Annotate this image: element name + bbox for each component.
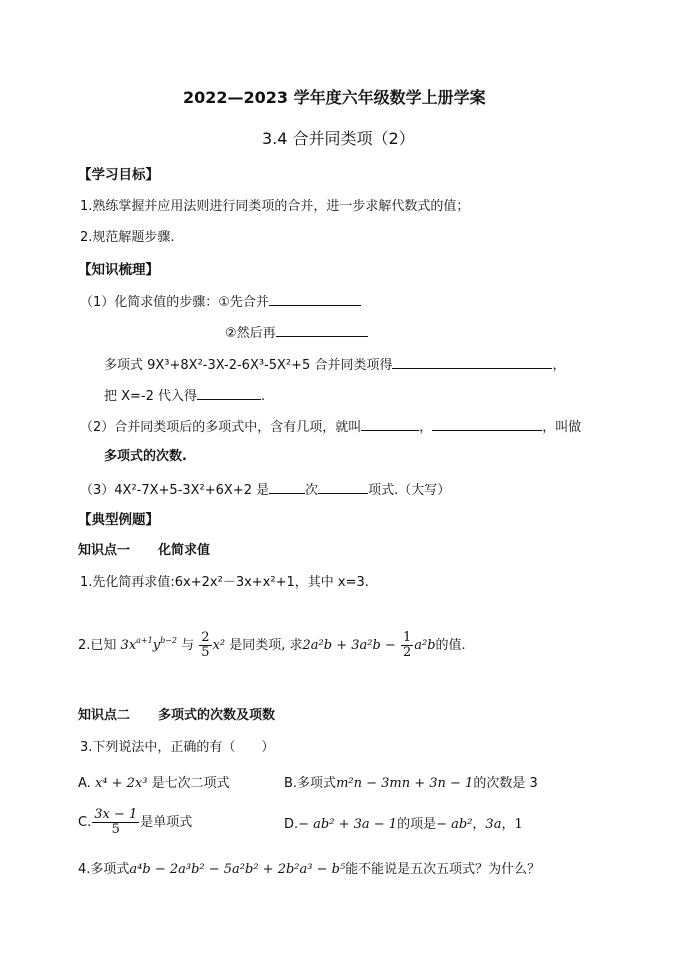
- punct-comma: ，: [419, 420, 433, 435]
- option-b: B.多项式m²n − 3mn + 3n − 1的次数是 3: [284, 776, 538, 791]
- page-subtitle: 3.4 合并同类项（2）: [262, 129, 415, 148]
- page-title: 2022—2023 学年度六年级数学上册学案: [183, 88, 486, 107]
- review-q1-line1: [80, 292, 361, 312]
- review-substitute-line: [104, 386, 265, 406]
- fraction: $\frac{3x - 1}{5}$: [94, 807, 138, 837]
- answer-blank[interactable]: [318, 480, 368, 494]
- review-q3-line: [80, 480, 450, 500]
- point-title: 化简求值: [158, 543, 211, 558]
- punct-comma: ，: [552, 358, 566, 373]
- section-heading-review: 【知识梳理】: [78, 262, 159, 278]
- review-q1-step2: ②然后再: [225, 326, 276, 341]
- review-q1-text: （1）化简求值的步骤：①先合并: [80, 295, 269, 310]
- math-term: a²b: [414, 638, 436, 653]
- punct-period: .: [261, 389, 266, 404]
- review-q3-end: 项式.（大写）: [368, 483, 451, 498]
- review-q2-end: ，叫做: [542, 420, 582, 435]
- answer-blank[interactable]: [269, 292, 361, 306]
- option-a: A. x⁴ + 2x³ 是七次二项式: [78, 776, 230, 791]
- answer-blank[interactable]: [276, 323, 368, 337]
- review-substitute-text: 把 X=-2 代入得: [104, 389, 198, 404]
- section-heading-examples: 【典型例题】: [78, 512, 159, 528]
- goal-item-1: 1.熟练掌握并应用法则进行同类项的合并，进一步求解代数式的值；: [80, 199, 470, 214]
- knowledge-point-2: [78, 707, 275, 725]
- answer-blank[interactable]: [269, 480, 305, 494]
- fraction: $\frac{1}{2}$: [402, 630, 412, 660]
- question-4: 4.多项式a⁴b − 2a³b² − 5a²b² + 2b²a³ − b⁵能不能说是五次五项式？为什么？: [78, 862, 541, 877]
- review-q3-text: （3）4X²-7X+5-3X²+6X+2 是: [80, 483, 270, 498]
- review-q1-line2: [225, 323, 368, 343]
- math-expression: m²n − 3mn + 3n − 1: [336, 776, 474, 791]
- answer-blank[interactable]: [432, 417, 542, 431]
- math-expression: x⁴ + 2x³: [94, 776, 148, 791]
- point-label: 知识点二: [78, 708, 131, 723]
- math-expression: a⁴b − 2a³b² − 5a²b² + 2b²a³ − b⁵: [129, 862, 346, 877]
- review-q2-line1: [80, 417, 581, 437]
- math-expression: 2a²b + 3a²b −: [302, 638, 396, 653]
- example-1: 1.先化简再求值:6x+2x²－3x+x²+1，其中 x=3.: [80, 575, 369, 590]
- point-title: 多项式的次数及项数: [158, 708, 276, 723]
- review-poly-text: 多项式 9X³+8X²-3X-2-6X³-5X²+5 合并同类项得: [104, 358, 393, 373]
- question-3-stem: 3.下列说法中，正确的有（ ）: [80, 740, 275, 755]
- section-heading-goals: 【学习目标】: [78, 167, 159, 183]
- math-term: x²: [212, 638, 226, 653]
- example-2-mid: 是同类项, 求: [229, 638, 303, 653]
- math-term: $3x^{a+1}y^{b-2}$: [120, 636, 177, 653]
- review-q2-text: （2）合并同类项后的多项式中，含有几项，就叫: [80, 420, 362, 435]
- answer-blank[interactable]: [361, 417, 419, 431]
- knowledge-point-1: [78, 542, 210, 560]
- option-d: D.− ab² + 3a − 1的项是− ab²，3a，1: [284, 817, 523, 832]
- answer-blank[interactable]: [197, 386, 261, 400]
- answer-blank[interactable]: [392, 355, 552, 369]
- example-2-end: 的值.: [435, 638, 466, 653]
- example-2: [78, 630, 466, 660]
- review-q3-mid: 次: [305, 483, 319, 498]
- fraction: $\frac{2}{5}$: [201, 630, 210, 660]
- example-2-prefix: 2.已知: [78, 638, 117, 653]
- math-expression: − ab² + 3a − 1: [298, 817, 398, 832]
- goal-item-2: 2.规范解题步骤.: [80, 230, 175, 245]
- example-2-conj: 与: [181, 638, 195, 653]
- option-c: C. $\frac{3x - 1}{5}$ 是单项式: [78, 807, 193, 837]
- review-q2-line2: 多项式的次数.: [104, 449, 187, 464]
- review-poly-line: [104, 355, 565, 375]
- point-label: 知识点一: [78, 543, 131, 558]
